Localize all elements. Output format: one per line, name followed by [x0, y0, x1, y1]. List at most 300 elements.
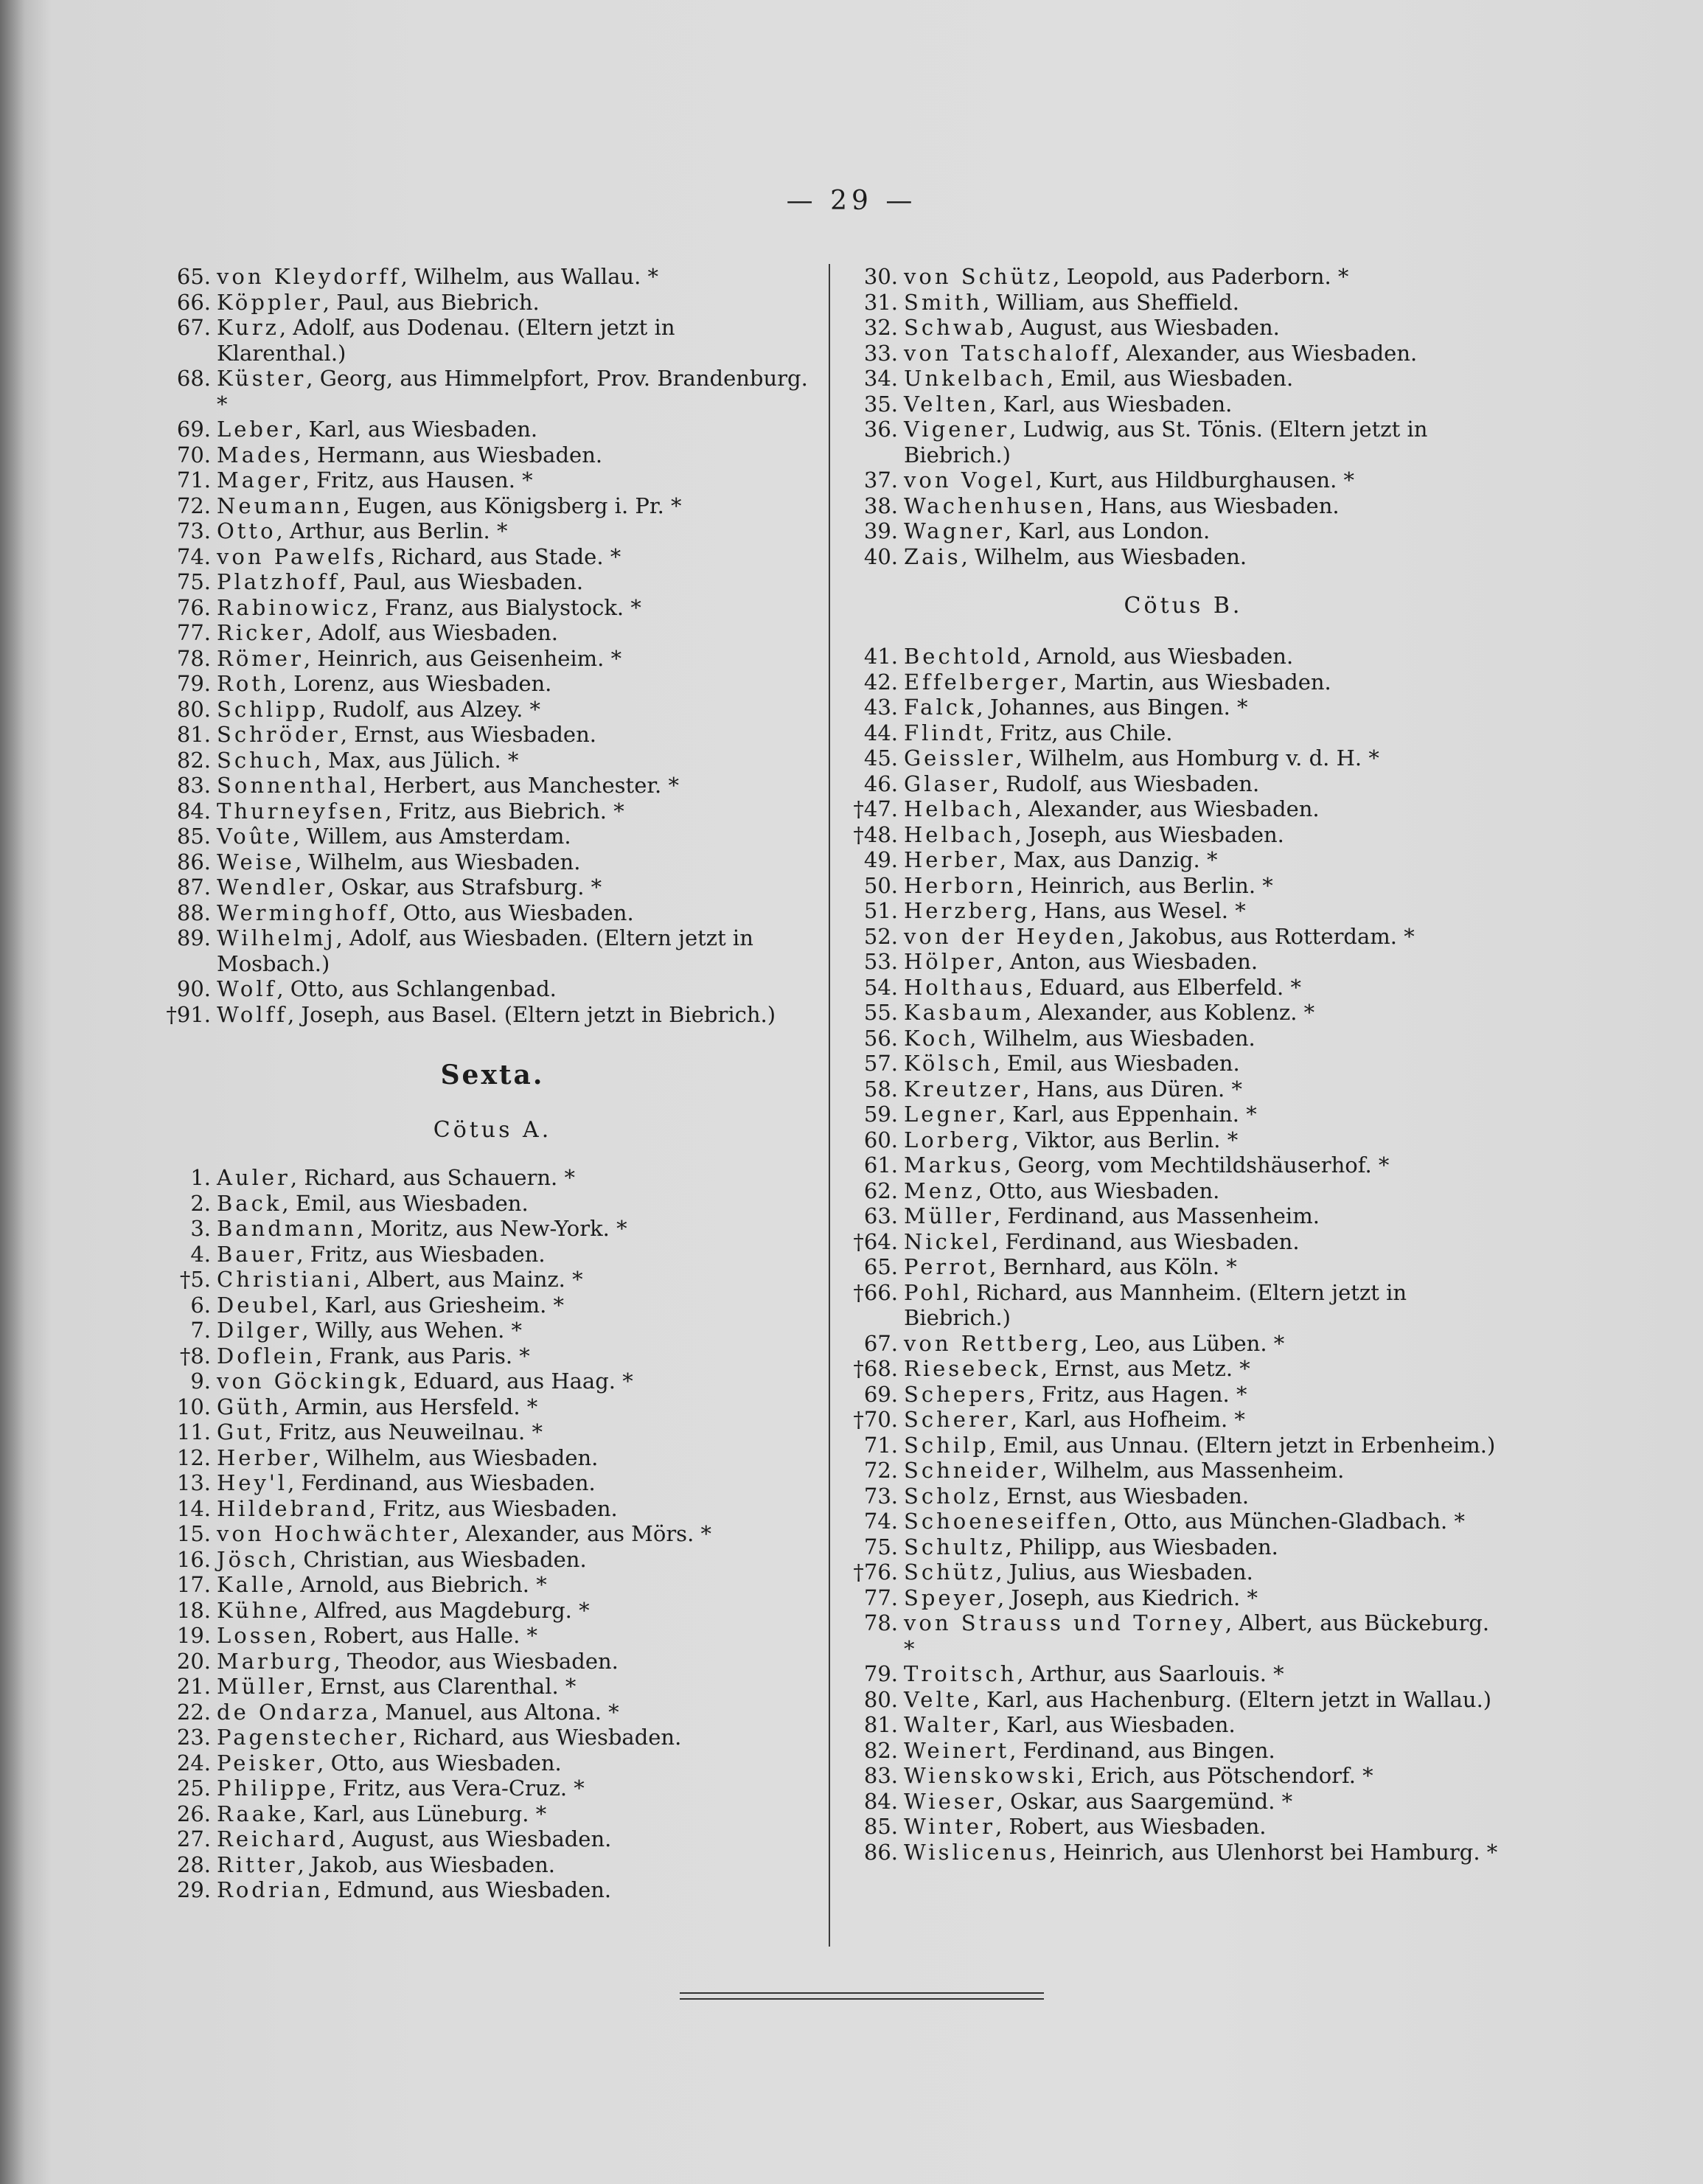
list-item	[863, 1687, 1504, 1713]
entry-number: 30.	[863, 264, 898, 289]
entry-number: 71.	[863, 1432, 898, 1458]
entry-surname: von Kleydorff	[217, 264, 401, 289]
entry-surname: Bauer	[217, 1241, 297, 1267]
list-item	[175, 874, 809, 900]
entry-details: , Wilhelm, aus Wiesbaden.	[961, 543, 1247, 569]
entry-details: , Otto, aus München-Gladbach. *	[1110, 1509, 1465, 1534]
entry-number: 50.	[863, 872, 898, 898]
list-item	[175, 1547, 809, 1573]
entry-surname: Lorberg	[904, 1127, 1012, 1152]
list-item	[175, 1852, 809, 1878]
list-item	[863, 1382, 1504, 1408]
entry-details: , Richard, aus Schauern. *	[290, 1165, 575, 1190]
entry-details: , Arnold, aus Wiesbaden.	[1023, 644, 1294, 669]
entry-details: , Karl, aus Hofheim. *	[1010, 1407, 1245, 1432]
entry-surname: Wachenhusen	[904, 493, 1087, 518]
entry-details: , Hans, aus Wiesbaden.	[1086, 493, 1340, 518]
list-item	[853, 1407, 1504, 1433]
list-item	[175, 493, 809, 519]
entry-number: †76.	[853, 1559, 898, 1585]
entry-surname: Helbach	[904, 821, 1015, 847]
entry-details: , Fritz, aus Chile.	[986, 720, 1173, 745]
entry-details: , Arthur, aus Berlin. *	[276, 518, 508, 543]
entry-surname: Schlipp	[217, 696, 319, 722]
entry-number: 65.	[176, 264, 211, 289]
entry-surname: Wolf	[217, 976, 277, 1001]
list-item	[175, 1649, 809, 1674]
entry-number: 86.	[863, 1839, 898, 1865]
entry-number: 63.	[863, 1203, 898, 1228]
entry-details: , Georg, vom Mechtildshäuserhof. *	[1003, 1152, 1390, 1178]
entry-number: 9.	[190, 1369, 211, 1394]
entry-number: 27.	[176, 1826, 211, 1851]
entry-number: 52.	[863, 923, 898, 949]
entry-details: , Adolf, aus Dodenau. (Eltern jetzt in Klarenthal.)	[217, 315, 675, 366]
list-item	[863, 670, 1504, 695]
list-item	[175, 544, 809, 570]
entry-details: , Wilhelm, aus Wiesbaden.	[312, 1444, 599, 1470]
entry-details: , Ernst, aus Clarenthal. *	[306, 1674, 577, 1699]
entry-number: †70.	[853, 1407, 898, 1432]
list-item	[863, 1127, 1504, 1153]
entry-surname: Thurneyfsen	[217, 798, 386, 824]
entry-details: , Heinrich, aus Ulenhorst bei Hamburg. *	[1049, 1839, 1498, 1865]
list-item	[175, 722, 809, 748]
entry-surname: Schoeneseiffen	[904, 1509, 1110, 1534]
entry-surname: Schwab	[904, 315, 1007, 340]
page-number: — 29 —	[786, 186, 917, 216]
entry-number: 41.	[863, 644, 898, 669]
entry-number: 58.	[863, 1076, 898, 1102]
entry-number: 56.	[863, 1025, 898, 1051]
entry-number: 77.	[863, 1585, 898, 1610]
entry-details: , Max, aus Jülich. *	[314, 747, 519, 773]
entry-surname: Back	[217, 1190, 282, 1216]
entry-number: 22.	[176, 1699, 211, 1725]
list-item	[175, 646, 809, 672]
list-item	[175, 1419, 809, 1445]
list-item	[853, 1228, 1504, 1255]
list-item	[863, 1203, 1504, 1229]
entry-number: 29.	[176, 1877, 211, 1902]
list-item	[863, 949, 1504, 975]
entry-details: , Fritz, aus Wiesbaden.	[369, 1495, 618, 1521]
entry-details: , Adolf, aus Wiesbaden.	[304, 620, 558, 645]
entry-surname: Schütz	[904, 1559, 996, 1585]
entry-surname: Herborn	[904, 872, 1017, 898]
entry-surname: von der Heyden	[904, 923, 1118, 949]
entry-number: †68.	[853, 1356, 898, 1381]
entry-number: 60.	[863, 1127, 898, 1152]
list-item	[863, 695, 1504, 720]
entry-number: †64.	[853, 1228, 898, 1254]
entry-surname: Deubel	[217, 1292, 312, 1318]
entry-number: 19.	[176, 1623, 211, 1648]
entry-number: 10.	[176, 1394, 211, 1419]
entry-details: , Arnold, aus Biebrich. *	[286, 1572, 547, 1597]
entry-details: , Karl, aus Lüneburg. *	[299, 1801, 547, 1826]
entry-number: †66.	[853, 1279, 898, 1305]
list-item	[175, 925, 809, 976]
list-item	[863, 1738, 1504, 1764]
entry-surname: von Schütz	[904, 264, 1054, 289]
list-item	[853, 1559, 1504, 1585]
entry-surname: Marburg	[217, 1648, 334, 1674]
entry-number: 80.	[176, 696, 211, 722]
entry-surname: Roth	[217, 671, 280, 696]
entry-number: 84.	[176, 798, 211, 824]
list-item	[175, 1496, 809, 1522]
list-item	[863, 1331, 1504, 1357]
list-item	[863, 341, 1504, 366]
entry-number: 82.	[176, 747, 211, 773]
entry-surname: Mager	[217, 467, 303, 493]
entry-surname: Römer	[217, 645, 304, 671]
entry-number: 54.	[863, 974, 898, 1000]
entry-surname: Velte	[904, 1686, 973, 1712]
entry-number: 45.	[863, 745, 898, 771]
entry-number: 57.	[863, 1051, 898, 1076]
list-item	[863, 366, 1504, 392]
entry-details: , Leopold, aus Paderborn. *	[1053, 264, 1349, 289]
entry-surname: Schröder	[217, 722, 341, 747]
entry-list-bottom-left	[175, 1165, 809, 1903]
entry-number: 69.	[176, 417, 211, 442]
entry-surname: Leber	[217, 417, 296, 442]
entry-surname: Kölsch	[904, 1051, 994, 1076]
list-item	[863, 315, 1504, 341]
entry-number: †91.	[166, 1001, 211, 1027]
entry-number: 6.	[190, 1292, 211, 1318]
list-item	[863, 1026, 1504, 1051]
list-item	[863, 467, 1504, 493]
entry-details: , Willy, aus Wehen. *	[302, 1318, 523, 1343]
entry-surname: Velten	[904, 391, 990, 417]
entry-number: 14.	[176, 1495, 211, 1521]
entry-surname: Lossen	[217, 1623, 310, 1648]
entry-details: , Wilhelm, aus Wiesbaden.	[969, 1025, 1256, 1051]
entry-surname: Christiani	[217, 1267, 354, 1292]
entry-number: 79.	[176, 671, 211, 696]
entry-details: , Adolf, aus Wiesbaden. (Eltern jetzt in Mosbach.)	[217, 925, 753, 976]
entry-number: 53.	[863, 949, 898, 974]
entry-number: 59.	[863, 1102, 898, 1127]
entry-surname: Schultz	[904, 1534, 1006, 1559]
entry-number: 85.	[176, 824, 211, 849]
entry-list-bottom-right	[853, 644, 1504, 1865]
entry-number: 15.	[176, 1521, 211, 1546]
list-item	[175, 1826, 809, 1852]
entry-number: 49.	[863, 847, 898, 872]
list-item	[863, 1433, 1504, 1458]
list-item	[175, 1394, 809, 1420]
entry-details: , Karl, aus Wiesbaden.	[989, 391, 1233, 417]
entry-number: 36.	[863, 417, 898, 442]
list-item	[175, 748, 809, 773]
entry-surname: Wolff	[217, 1001, 288, 1027]
entry-details: , Leo, aus Lüben. *	[1081, 1330, 1285, 1356]
list-item	[863, 1458, 1504, 1484]
entry-number: 34.	[863, 366, 898, 391]
entry-surname: Holthaus	[904, 974, 1026, 1000]
entry-details: , Jakobus, aus Rotterdam. *	[1117, 923, 1415, 949]
entry-surname: Schneider	[904, 1458, 1041, 1483]
entry-details: , Ernst, aus Wiesbaden.	[340, 722, 596, 747]
entry-details: , Richard, aus Stade. *	[377, 543, 621, 569]
entry-surname: Voûte	[217, 824, 293, 849]
entry-surname: Winter	[904, 1814, 995, 1839]
entry-surname: Wagner	[904, 518, 1005, 543]
entry-details: , Ernst, aus Wiesbaden.	[992, 1483, 1250, 1509]
list-item	[175, 1725, 809, 1750]
entry-number: 42.	[863, 669, 898, 695]
entry-number: 83.	[176, 773, 211, 798]
list-item	[175, 1343, 809, 1369]
list-item	[175, 442, 809, 468]
entry-surname: von Rettberg	[904, 1330, 1082, 1356]
entry-number: 89.	[176, 925, 211, 950]
entry-details: , Theodor, aus Wiesbaden.	[333, 1648, 619, 1674]
list-item	[863, 1000, 1504, 1026]
entry-details: , Bernhard, aus Köln. *	[989, 1254, 1237, 1279]
entry-surname: Glaser	[904, 771, 992, 796]
entry-number: 13.	[176, 1470, 211, 1495]
entry-surname: Bechtold	[904, 644, 1024, 669]
list-item	[853, 821, 1504, 848]
entry-details: , Ferdinand, aus Wiesbaden.	[991, 1228, 1300, 1254]
list-item	[175, 1242, 809, 1267]
subsection-heading-cotus-b: Cötus B.	[1124, 593, 1243, 619]
list-item	[175, 849, 809, 875]
entry-number: 72.	[863, 1458, 898, 1483]
list-item	[175, 417, 809, 442]
entry-details: , Fritz, aus Hausen. *	[302, 467, 533, 493]
list-item	[863, 1051, 1504, 1077]
list-item	[863, 1509, 1504, 1534]
entry-number: 78.	[863, 1610, 898, 1635]
list-item	[863, 1254, 1504, 1280]
entry-details: , Oskar, aus Saargemünd. *	[996, 1788, 1293, 1814]
entry-number: 86.	[176, 849, 211, 874]
list-item	[175, 671, 809, 697]
entry-surname: Raake	[217, 1801, 299, 1826]
entry-number: 40.	[863, 543, 898, 569]
entry-surname: Platzhoff	[217, 569, 340, 594]
entry-surname: Sonnenthal	[217, 773, 370, 798]
entry-details: , Fritz, aus Hagen. *	[1028, 1381, 1247, 1407]
entry-number: 69.	[863, 1381, 898, 1407]
entry-surname: Kasbaum	[904, 1000, 1025, 1025]
entry-details: , Erich, aus Pötschendorf. *	[1076, 1763, 1373, 1788]
list-item	[175, 1674, 809, 1700]
entry-list-top-right	[863, 264, 1504, 569]
list-item	[175, 976, 809, 1002]
entry-number: 2.	[190, 1190, 211, 1216]
entry-details: , Karl, aus Eppenhain. *	[998, 1102, 1257, 1127]
entry-surname: Reichard	[217, 1826, 338, 1851]
entry-number: 33.	[863, 340, 898, 366]
list-item	[175, 1750, 809, 1776]
entry-surname: Philippe	[217, 1776, 330, 1801]
entry-number: 71.	[176, 467, 211, 493]
entry-number: 78.	[176, 645, 211, 671]
entry-number: 68.	[176, 366, 211, 391]
entry-details: , August, aus Wiesbaden.	[338, 1826, 612, 1851]
entry-surname: Otto	[217, 518, 276, 543]
subsection-heading-cotus-a: Cötus A.	[433, 1117, 552, 1143]
list-item	[853, 796, 1504, 822]
entry-surname: Rabinowicz	[217, 594, 372, 620]
entry-surname: Hey'l	[217, 1470, 288, 1495]
entry-number: 77.	[176, 620, 211, 645]
list-item	[863, 720, 1504, 746]
entry-surname: Herber	[217, 1444, 313, 1470]
entry-list-top-left	[166, 264, 809, 1027]
entry-details: , Otto, aus Wiesbaden.	[975, 1178, 1220, 1203]
entry-surname: Güth	[217, 1394, 282, 1419]
entry-number: 43.	[863, 695, 898, 720]
list-item	[863, 1712, 1504, 1738]
entry-details: , Jakob, aus Wiesbaden.	[297, 1851, 555, 1877]
entry-details: , Herbert, aus Manchester. *	[369, 773, 679, 798]
entry-surname: Neumann	[217, 493, 344, 518]
entry-details: , Frank, aus Paris. *	[315, 1343, 530, 1369]
entry-details: , Karl, aus Hachenburg. (Eltern jetzt in Wallau.)	[972, 1686, 1492, 1712]
entry-number: 24.	[176, 1750, 211, 1776]
entry-number: †47.	[853, 796, 898, 821]
entry-surname: Scholz	[904, 1483, 993, 1509]
entry-details: , Paul, aus Biebrich.	[322, 289, 540, 315]
entry-details: , Wilhelm, aus Wiesbaden.	[294, 849, 581, 874]
entry-details: , Alexander, aus Koblenz. *	[1024, 1000, 1315, 1025]
entry-details: , Heinrich, aus Geisenheim. *	[303, 645, 622, 671]
list-item	[175, 1572, 809, 1598]
entry-surname: Auler	[217, 1165, 290, 1190]
entry-surname: Vigener	[904, 417, 1010, 442]
entry-details: , Fritz, aus Biebrich. *	[385, 798, 624, 824]
left-column	[166, 264, 809, 1903]
entry-surname: Troitsch	[904, 1661, 1017, 1686]
list-item	[863, 1661, 1504, 1687]
entry-number: †48.	[853, 821, 898, 847]
entry-surname: Nickel	[904, 1228, 992, 1254]
list-item	[863, 1585, 1504, 1611]
list-item	[863, 975, 1504, 1001]
entry-details: , Fritz, aus Vera-Cruz. *	[329, 1776, 585, 1801]
entry-details: , Ferdinand, aus Bingen.	[1009, 1737, 1275, 1763]
entry-details: , Heinrich, aus Berlin. *	[1016, 872, 1273, 898]
list-item	[175, 1191, 809, 1217]
entry-number: †8.	[179, 1343, 211, 1369]
list-item	[175, 1521, 809, 1547]
entry-details: , Paul, aus Wiesbaden.	[339, 569, 584, 594]
list-item	[175, 1267, 809, 1293]
list-item	[175, 467, 809, 493]
entry-details: , Wilhelm, aus Wallau. *	[400, 264, 659, 289]
list-item	[175, 773, 809, 799]
list-item	[175, 1877, 809, 1903]
list-item	[863, 1840, 1504, 1865]
list-item	[863, 1763, 1504, 1789]
entry-details: , William, aus Sheffield.	[982, 289, 1239, 315]
entry-details: , Emil, aus Wiesbaden.	[993, 1051, 1240, 1076]
entry-number: 66.	[176, 289, 211, 315]
list-item	[175, 1700, 809, 1725]
entry-number: 51.	[863, 898, 898, 923]
entry-details: , Manuel, aus Altona. *	[371, 1699, 619, 1725]
entry-number: 74.	[863, 1509, 898, 1534]
entry-surname: von Göckingk	[217, 1369, 400, 1394]
entry-number: 28.	[176, 1851, 211, 1877]
entry-surname: Dilger	[217, 1318, 302, 1343]
entry-surname: Wislicenus	[904, 1839, 1050, 1865]
list-item	[175, 366, 809, 417]
entry-number: 79.	[863, 1661, 898, 1686]
entry-details: , Emil, aus Wiesbaden.	[1046, 366, 1294, 391]
list-item	[863, 873, 1504, 899]
list-item	[175, 518, 809, 544]
entry-details: , Max, aus Danzig. *	[999, 847, 1218, 872]
list-item	[863, 644, 1504, 670]
list-item	[863, 1178, 1504, 1204]
entry-details: , Ernst, aus Metz. *	[1040, 1356, 1250, 1381]
entry-details: , Eugen, aus Königsberg i. Pr. *	[343, 493, 682, 518]
entry-number: 90.	[176, 976, 211, 1001]
entry-surname: Weinert	[904, 1737, 1010, 1763]
list-item	[863, 898, 1504, 924]
list-item	[863, 1534, 1504, 1560]
list-item	[863, 847, 1504, 873]
entry-details: , Karl, aus Griesheim. *	[311, 1292, 565, 1318]
entry-surname: Unkelbach	[904, 366, 1047, 391]
entry-details: , Edmund, aus Wiesbaden.	[323, 1877, 612, 1902]
entry-surname: Zais	[904, 543, 961, 569]
entry-number: 74.	[176, 543, 211, 569]
entry-surname: Hildebrand	[217, 1495, 369, 1521]
entry-number: 31.	[863, 289, 898, 315]
entry-surname: Schepers	[904, 1381, 1028, 1407]
entry-details: , Alfred, aus Magdeburg. *	[301, 1597, 590, 1623]
list-item	[175, 697, 809, 723]
list-item	[175, 1776, 809, 1801]
entry-details: , Alexander, aus Wiesbaden.	[1014, 796, 1320, 821]
entry-surname: Kühne	[217, 1597, 302, 1623]
entry-surname: Herzberg	[904, 898, 1031, 923]
entry-details: , Ludwig, aus St. Tönis. (Eltern jetzt in Biebrich.)	[904, 417, 1428, 467]
list-item	[175, 1165, 809, 1191]
list-item	[175, 569, 809, 595]
entry-number: 73.	[176, 518, 211, 543]
entry-details: , Moritz, aus New-York. *	[357, 1216, 627, 1241]
entry-number: 62.	[863, 1178, 898, 1203]
entry-surname: Rodrian	[217, 1877, 324, 1902]
entry-surname: von Hochwächter	[217, 1521, 453, 1546]
entry-details: , Karl, aus Wiesbaden.	[295, 417, 538, 442]
entry-surname: Schuch	[217, 747, 315, 773]
entry-number: 4.	[190, 1241, 211, 1267]
entry-details: , Albert, aus Bückeburg. *	[904, 1610, 1490, 1661]
entry-surname: Bandmann	[217, 1216, 357, 1241]
entry-details: , Wilhelm, aus Massenheim.	[1040, 1458, 1345, 1483]
entry-number: 17.	[176, 1572, 211, 1597]
closing-double-rule	[680, 1992, 1044, 2000]
entry-surname: Mades	[217, 442, 304, 467]
entry-surname: von Pawelfs	[217, 543, 378, 569]
entry-details: , Viktor, aus Berlin. *	[1011, 1127, 1239, 1152]
entry-details: , Robert, aus Wiesbaden.	[995, 1814, 1267, 1839]
entry-details: , Johannes, aus Bingen. *	[976, 695, 1248, 720]
list-item	[175, 1445, 809, 1471]
